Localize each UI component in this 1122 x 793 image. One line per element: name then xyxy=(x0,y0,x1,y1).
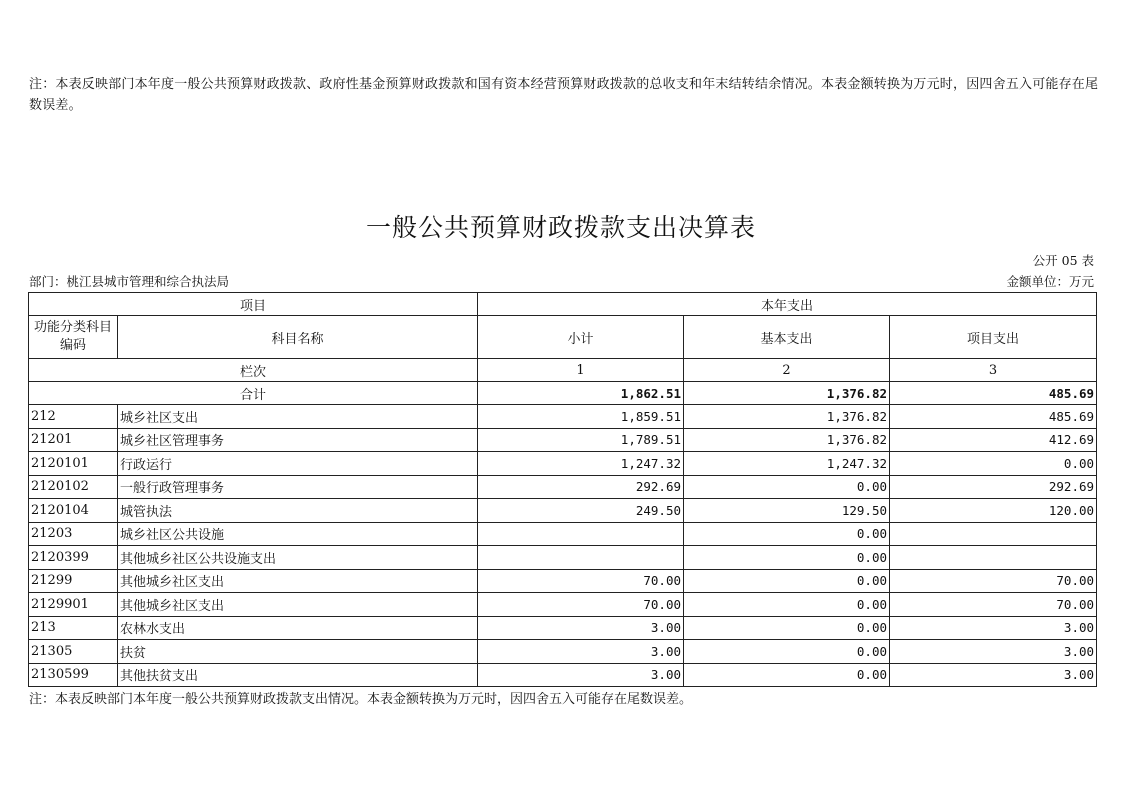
table-row xyxy=(29,569,1097,593)
form-code: 公开 05 表 xyxy=(1032,253,1094,268)
row-code: 212 xyxy=(29,405,118,429)
row-name: 城乡社区公共设施 xyxy=(118,522,478,546)
total-subtotal: 1,862.51 xyxy=(478,382,684,405)
row-basic: 0.00 xyxy=(684,640,890,664)
row-project: 120.00 xyxy=(890,499,1097,523)
row-code: 213 xyxy=(29,616,118,640)
table-row xyxy=(29,405,1097,429)
row-project xyxy=(890,546,1097,570)
total-basic: 1,376.82 xyxy=(684,382,890,405)
row-subtotal: 3.00 xyxy=(478,663,684,687)
row-name: 城乡社区支出 xyxy=(118,405,478,429)
row-subtotal xyxy=(478,522,684,546)
row-subtotal: 70.00 xyxy=(478,569,684,593)
table-row xyxy=(29,640,1097,664)
table-row xyxy=(29,522,1097,546)
row-basic: 0.00 xyxy=(684,616,890,640)
row-basic: 1,247.32 xyxy=(684,452,890,476)
header-row-1 xyxy=(29,293,1097,316)
row-subtotal: 249.50 xyxy=(478,499,684,523)
header-name: 科目名称 xyxy=(118,316,478,359)
header-col1: 1 xyxy=(478,359,684,382)
row-subtotal: 3.00 xyxy=(478,616,684,640)
table-row xyxy=(29,593,1097,617)
row-project: 3.00 xyxy=(890,663,1097,687)
row-subtotal: 1,859.51 xyxy=(478,405,684,429)
row-project: 412.69 xyxy=(890,428,1097,452)
bottom-note: 注：本表反映部门本年度一般公共预算财政拨款支出情况。本表金额转换为万元时，因四舍五入可能存在尾数误差。 xyxy=(29,692,693,707)
row-project: 70.00 xyxy=(890,593,1097,617)
header-subtotal: 小计 xyxy=(478,316,684,359)
table-row xyxy=(29,663,1097,687)
row-project: 70.00 xyxy=(890,569,1097,593)
row-code: 21203 xyxy=(29,522,118,546)
header-item: 项目 xyxy=(29,293,478,316)
row-name: 其他城乡社区支出 xyxy=(118,569,478,593)
row-project: 3.00 xyxy=(890,616,1097,640)
department-label: 部门：桃江县城市管理和综合执法局 xyxy=(29,274,230,289)
row-code: 2120101 xyxy=(29,452,118,476)
row-project xyxy=(890,522,1097,546)
total-label: 合计 xyxy=(29,382,478,405)
row-name: 扶贫 xyxy=(118,640,478,664)
row-subtotal: 70.00 xyxy=(478,593,684,617)
table-row xyxy=(29,428,1097,452)
header-code: 功能分类科目编码 xyxy=(29,316,118,359)
row-project: 292.69 xyxy=(890,475,1097,499)
table-row xyxy=(29,499,1097,523)
row-basic: 0.00 xyxy=(684,522,890,546)
row-subtotal: 1,789.51 xyxy=(478,428,684,452)
row-code: 21299 xyxy=(29,569,118,593)
header-current-year: 本年支出 xyxy=(478,293,1097,316)
row-code: 2130599 xyxy=(29,663,118,687)
row-basic: 0.00 xyxy=(684,663,890,687)
row-project: 485.69 xyxy=(890,405,1097,429)
header-row-2 xyxy=(29,316,1097,359)
header-col3: 3 xyxy=(890,359,1097,382)
header-row-3 xyxy=(29,359,1097,382)
total-row xyxy=(29,382,1097,405)
header-col2: 2 xyxy=(684,359,890,382)
row-basic: 1,376.82 xyxy=(684,405,890,429)
row-name: 其他扶贫支出 xyxy=(118,663,478,687)
row-name: 其他城乡社区支出 xyxy=(118,593,478,617)
row-subtotal xyxy=(478,546,684,570)
row-name: 城乡社区管理事务 xyxy=(118,428,478,452)
row-code: 2120399 xyxy=(29,546,118,570)
row-basic: 129.50 xyxy=(684,499,890,523)
row-name: 农林水支出 xyxy=(118,616,478,640)
row-project: 3.00 xyxy=(890,640,1097,664)
row-name: 一般行政管理事务 xyxy=(118,475,478,499)
row-code: 21305 xyxy=(29,640,118,664)
row-code: 2129901 xyxy=(29,593,118,617)
row-basic: 0.00 xyxy=(684,546,890,570)
row-name: 行政运行 xyxy=(118,452,478,476)
table-row xyxy=(29,452,1097,476)
row-code: 2120102 xyxy=(29,475,118,499)
row-code: 21201 xyxy=(29,428,118,452)
header-column-no: 栏次 xyxy=(29,359,478,382)
page-title: 一般公共预算财政拨款支出决算表 xyxy=(365,213,756,242)
row-basic: 0.00 xyxy=(684,569,890,593)
header-basic: 基本支出 xyxy=(684,316,890,359)
total-project: 485.69 xyxy=(890,382,1097,405)
table-row xyxy=(29,616,1097,640)
budget-table xyxy=(28,292,1097,687)
row-subtotal: 1,247.32 xyxy=(478,452,684,476)
row-subtotal: 3.00 xyxy=(478,640,684,664)
row-basic: 0.00 xyxy=(684,593,890,617)
row-name: 城管执法 xyxy=(118,499,478,523)
amount-unit-label: 金额单位：万元 xyxy=(1006,274,1094,289)
top-note: 注：本表反映部门本年度一般公共预算财政拨款、政府性基金预算财政拨款和国有资本经营预算财政拨款的总收支和年末结转结余情况。本表金额转换为万元时，因四舍五入可能存在尾数误差。 xyxy=(29,77,1099,113)
table-row xyxy=(29,475,1097,499)
row-name: 其他城乡社区公共设施支出 xyxy=(118,546,478,570)
row-basic: 1,376.82 xyxy=(684,428,890,452)
header-project: 项目支出 xyxy=(890,316,1097,359)
row-code: 2120104 xyxy=(29,499,118,523)
table-row xyxy=(29,546,1097,570)
row-basic: 0.00 xyxy=(684,475,890,499)
row-subtotal: 292.69 xyxy=(478,475,684,499)
row-project: 0.00 xyxy=(890,452,1097,476)
